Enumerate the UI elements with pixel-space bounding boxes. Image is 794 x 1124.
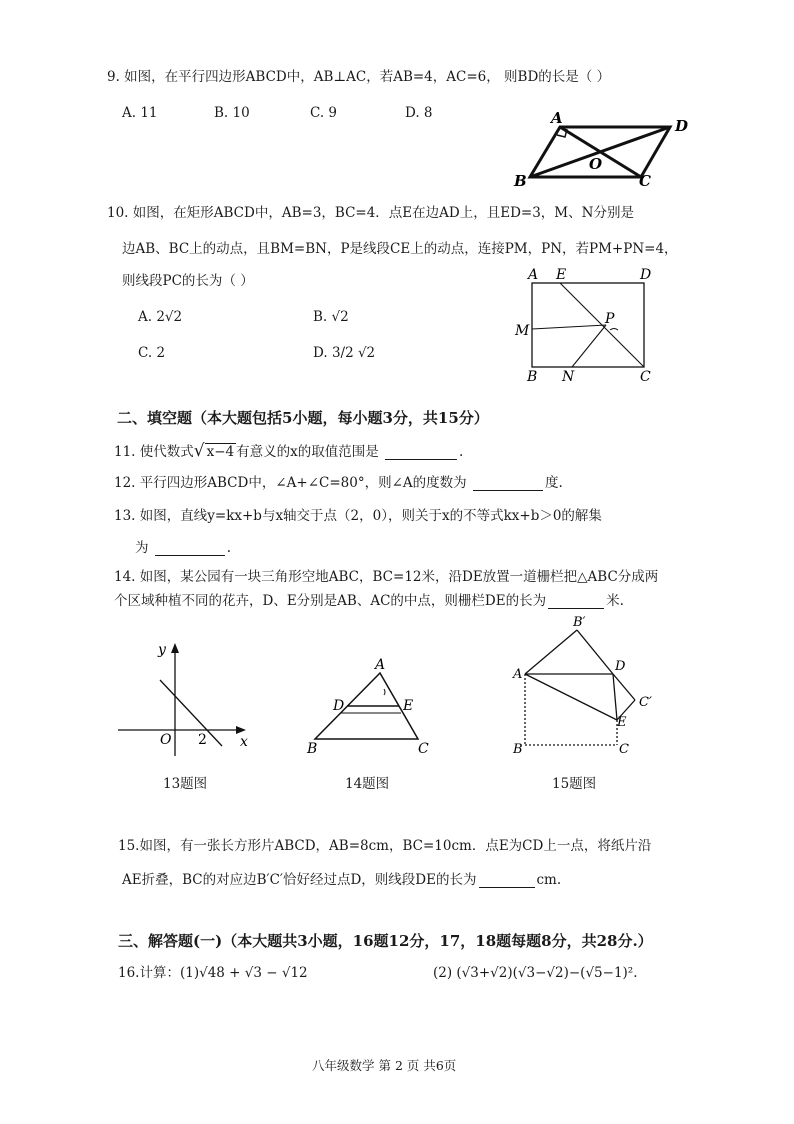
- fig14-label-d: D: [333, 698, 345, 714]
- q9-option-a: A. 11: [122, 105, 158, 121]
- q13-line1: 13. 如图，直线y=kx+b与x轴交于点（2，0），则关于x的不等式kx+b＞0的解集: [114, 508, 602, 524]
- fig13-caption: 13题图: [163, 776, 208, 792]
- fig14-label-a: A: [375, 657, 386, 673]
- fig13-label-o: O: [160, 732, 172, 748]
- q12-answer-blank[interactable]: [473, 489, 543, 491]
- q9-label-b: B: [514, 172, 527, 190]
- fig13-label-x: x: [240, 734, 248, 750]
- q10-label-e: E: [556, 267, 567, 283]
- fig15-fold-figure: [505, 612, 665, 762]
- q9-label-a: A: [551, 109, 563, 127]
- page-footer: 八年级数学 第 2 页 共6页: [312, 1058, 457, 1073]
- q13-answer-blank[interactable]: [155, 554, 225, 556]
- fig14-label-b: B: [307, 741, 318, 757]
- q9-option-c: C. 9: [310, 105, 338, 121]
- q10-option-b: B. √2: [313, 309, 349, 325]
- fig15-label-d: D: [615, 659, 626, 674]
- fig15-caption: 15题图: [552, 776, 597, 792]
- q11-answer-blank[interactable]: [385, 458, 457, 460]
- q10-label-p: P: [605, 311, 615, 327]
- fig15-label-e: E: [617, 715, 627, 730]
- fig15-label-a: A: [513, 667, 523, 682]
- q9-label-c: C: [639, 172, 651, 190]
- q16-part2: (2) (√3+√2)(√3−√2)−(√5−1)².: [433, 965, 638, 981]
- q9-parallelogram-figure: [505, 105, 705, 190]
- q9-stem: 9. 如图，在平行四边形ABCD中，AB⊥AC，若AB=4，AC=6， 则BD的长是（ ）: [107, 69, 611, 85]
- q10-label-c: C: [640, 369, 651, 385]
- section2-title: 二、填空题（本大题包括5小题，每小题3分，共15分）: [117, 409, 489, 427]
- q10-label-d: D: [640, 267, 652, 283]
- q10-rectangle-figure: [510, 265, 660, 390]
- radical-sign: √: [193, 441, 205, 461]
- q15-answer-blank[interactable]: [479, 886, 535, 888]
- q14-line2: 个区域种植不同的花卉，D、E分别是AB、AC的中点，则栅栏DE的长为 米.: [114, 593, 624, 609]
- section3-title: 三、解答题(一)（本大题共3小题，16题12分，17，18题每题8分，共28分.）: [118, 932, 653, 950]
- fig13-label-y: y: [158, 642, 166, 658]
- q10-line2: 边AB、BC上的动点，且BM=BN，P是线段CE上的动点，连接PM，PN，若PM+PN=4，: [122, 241, 678, 257]
- fig14-label-e: E: [403, 698, 414, 714]
- q10-label-b: B: [527, 369, 538, 385]
- q10-label-n: N: [562, 369, 575, 385]
- q11-radicand: x−4: [206, 444, 235, 460]
- fig15-label-b: B: [513, 742, 523, 757]
- q11-text: 11. 使代数式√ x−4 有意义的x的取值范围是 .: [114, 441, 464, 461]
- q10-label-a: A: [528, 267, 539, 283]
- q10-option-c: C. 2: [138, 345, 166, 361]
- q10-option-d: D. 3/2 √2: [313, 345, 376, 361]
- q9-label-o: O: [589, 155, 603, 173]
- fig13-label-2: 2: [198, 732, 207, 748]
- fig15-label-bprime: B′: [573, 615, 586, 630]
- q14-answer-blank[interactable]: [548, 607, 604, 609]
- q9-option-b: B. 10: [214, 105, 250, 121]
- q9-label-d: D: [675, 117, 689, 135]
- q13-line2: 为 .: [135, 540, 232, 556]
- fig14-caption: 14题图: [345, 776, 390, 792]
- q10-label-m: M: [515, 323, 530, 339]
- q10-line3: 则线段PC的长为（ ）: [122, 273, 254, 289]
- fig15-label-c: C: [619, 742, 629, 757]
- q9-option-d: D. 8: [405, 105, 433, 121]
- fig14-triangle-figure: [300, 655, 440, 760]
- q15-line1: 15.如图，有一张长方形片ABCD，AB=8cm，BC=10cm．点E为CD上一点，将纸片沿: [118, 838, 652, 854]
- q10-line1: 10. 如图，在矩形ABCD中，AB=3，BC=4．点E在边AD上，且ED=3，M、N分别是: [107, 205, 634, 221]
- fig14-label-c: C: [418, 741, 429, 757]
- fig15-label-cprime: C′: [639, 695, 652, 710]
- q16-part1: 16.计算：(1)√48 + √3 − √12: [118, 965, 308, 981]
- q14-line1: 14. 如图，某公园有一块三角形空地ABC，BC=12米，沿DE放置一道栅栏把△ABC分成两: [114, 569, 659, 585]
- q12-text: 12. 平行四边形ABCD中，∠A+∠C=80°，则∠A的度数为 度.: [114, 475, 563, 491]
- fig13-coordinate-figure: [110, 638, 260, 763]
- q10-option-a: A. 2√2: [138, 309, 183, 325]
- q15-line2: AE折叠，BC的对应边B′C′恰好经过点D，则线段DE的长为 cm.: [122, 872, 562, 888]
